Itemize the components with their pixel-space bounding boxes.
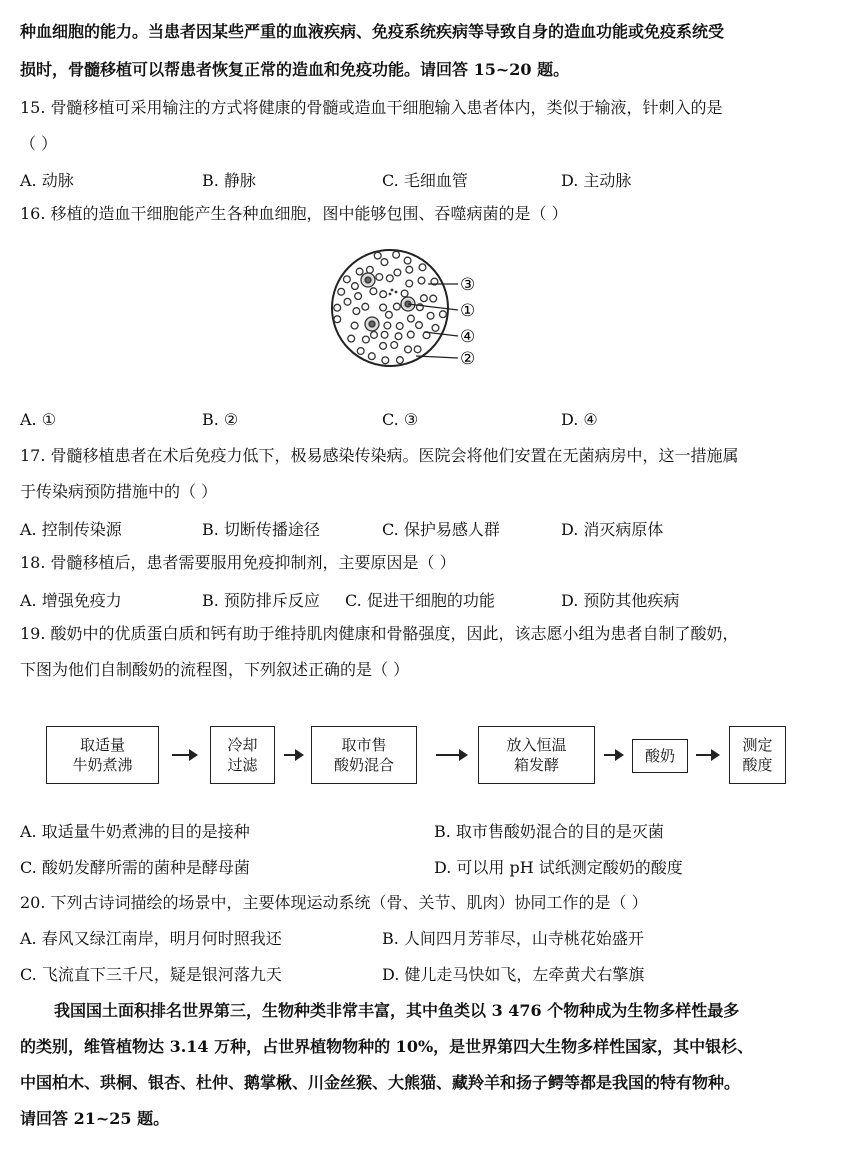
red-blood-cell: [374, 252, 381, 259]
q15-option-d[interactable]: D. 主动脉: [561, 171, 632, 190]
flow-arrow-4: [604, 754, 622, 756]
label-3: ③: [460, 275, 476, 295]
q15-option-a[interactable]: A. 动脉: [20, 171, 74, 190]
q20-option-b[interactable]: B. 人间四月芳菲尽，山寺桃花始盛开: [382, 929, 644, 948]
red-blood-cell: [407, 331, 414, 338]
passage-line-4: 请回答 21~25 题。: [20, 1109, 170, 1128]
red-blood-cell: [401, 290, 408, 297]
q15-options: [20, 168, 829, 190]
red-blood-cell: [414, 346, 421, 353]
red-blood-cell: [356, 268, 363, 275]
q16-option-d[interactable]: D. ④: [561, 410, 598, 429]
red-blood-cell: [393, 251, 400, 258]
flow-arrow-5: [696, 754, 718, 756]
red-blood-cell: [393, 303, 400, 310]
red-blood-cell: [380, 343, 387, 350]
red-blood-cell: [391, 342, 398, 349]
flow-step-cool-filter: 冷却 过滤: [210, 726, 275, 784]
red-blood-cell: [380, 291, 387, 298]
red-blood-cell: [430, 295, 437, 302]
flow-step-mix-yogurt: 取市售 酸奶混合: [311, 726, 417, 784]
q15-option-b[interactable]: B. 静脉: [202, 171, 256, 190]
q20-option-c[interactable]: C. 飞流直下三千尺，疑是银河落九天: [20, 965, 282, 984]
q18-option-b[interactable]: B. 预防排斥反应: [202, 591, 320, 610]
red-blood-cell: [370, 288, 377, 295]
red-blood-cell: [406, 280, 413, 287]
red-blood-cell: [344, 298, 351, 305]
q17-option-d[interactable]: D. 消灭病原体: [561, 520, 664, 539]
q18-stem: 18. 骨髓移植后，患者需要服用免疫抑制剂，主要原因是（ ）: [20, 553, 456, 572]
red-blood-cell: [357, 348, 364, 355]
label-4: ④: [460, 327, 476, 347]
red-blood-cell: [355, 293, 362, 300]
red-blood-cell: [406, 266, 413, 273]
red-blood-cell: [381, 331, 388, 338]
red-blood-cell: [367, 266, 374, 273]
red-blood-cell: [432, 325, 439, 332]
red-blood-cell: [405, 346, 412, 353]
blood-cell-figure: [320, 240, 500, 380]
flow-arrow-3: [436, 754, 466, 756]
flow-step-boil-milk: 取适量 牛奶煮沸: [46, 726, 159, 784]
red-blood-cell: [386, 311, 393, 318]
q16-stem: 16. 移植的造血干细胞能产生各种血细胞，图中能够包围、吞噬病菌的是（ ）: [20, 204, 568, 223]
red-blood-cell: [440, 311, 447, 318]
q17-option-b[interactable]: B. 切断传播途径: [202, 520, 320, 539]
label-1: ①: [460, 301, 476, 321]
q17-stem-1: 17. 骨髓移植患者在术后免疫力低下，极易感染传染病。医院会将他们安置在无菌病房中，这一措施属: [20, 446, 739, 465]
red-blood-cell: [397, 357, 404, 364]
red-blood-cell: [394, 269, 401, 276]
q19-option-d[interactable]: D. 可以用 pH 试纸测定酸奶的酸度: [434, 858, 683, 877]
q18-option-d[interactable]: D. 预防其他疾病: [561, 591, 680, 610]
red-blood-cell: [427, 312, 434, 319]
red-blood-cell: [371, 332, 378, 339]
passage-line-3: 中国柏木、珙桐、银杏、杜仲、鹅掌楸、川金丝猴、大熊猫、藏羚羊和扬子鳄等都是我国的特有物种。: [20, 1073, 741, 1092]
q20-stem: 20. 下列古诗词描绘的场景中，主要体现运动系统（骨、关节、肌肉）协同工作的是（ ）: [20, 893, 648, 912]
flow-step-yogurt: 酸奶: [632, 739, 688, 773]
red-blood-cell: [363, 336, 370, 343]
intro-line-2: 损时，骨髓移植可以帮患者恢复正常的造血和免疫功能。请回答 15~20 题。: [20, 60, 570, 79]
red-blood-cell: [376, 274, 383, 281]
q17-options: [20, 517, 829, 539]
red-blood-cell: [334, 316, 341, 323]
red-blood-cell: [351, 322, 358, 329]
red-blood-cell: [353, 308, 360, 315]
red-blood-cell: [362, 303, 369, 310]
red-blood-cell: [344, 276, 351, 283]
red-blood-cell: [380, 304, 387, 311]
q17-option-a[interactable]: A. 控制传染源: [20, 520, 122, 539]
label-2: ②: [460, 349, 476, 369]
red-blood-cell: [384, 322, 391, 329]
flow-step-measure-acidity: 测定 酸度: [729, 726, 786, 784]
q19-option-b[interactable]: B. 取市售酸奶混合的目的是灭菌: [434, 822, 664, 841]
red-blood-cell: [421, 295, 428, 302]
q20-option-a[interactable]: A. 春风又绿江南岸，明月何时照我还: [20, 929, 282, 948]
flow-arrow-1: [172, 754, 196, 756]
red-blood-cell: [368, 353, 375, 360]
q17-option-c[interactable]: C. 保护易感人群: [382, 520, 500, 539]
q15-stem-1: 15. 骨髓移植可采用输注的方式将健康的骨髓或造血干细胞输入患者体内，类似于输液，针刺入的是: [20, 98, 723, 117]
q16-option-c[interactable]: C. ③: [382, 410, 419, 429]
passage-line-2: 的类别，维管植物达 3.14 万种，占世界植物物种的 10%，是世界第四大生物多样性国家，其中银杉、: [20, 1037, 754, 1056]
red-blood-cell: [386, 275, 393, 282]
q18-option-c[interactable]: C. 促进干细胞的功能: [345, 591, 495, 610]
q19-option-c[interactable]: C. 酸奶发酵所需的菌种是酵母菌: [20, 858, 250, 877]
flow-step-ferment: 放入恒温 箱发酵: [478, 726, 595, 784]
red-blood-cell: [382, 357, 389, 364]
q16-option-a[interactable]: A. ①: [20, 410, 57, 429]
red-blood-cell: [408, 315, 415, 322]
red-blood-cell: [338, 288, 345, 295]
q16-option-b[interactable]: B. ②: [202, 410, 239, 429]
q19-stem-2: 下图为他们自制酸奶的流程图，下列叙述正确的是（ ）: [20, 660, 410, 679]
red-blood-cell: [348, 335, 355, 342]
q15-option-c[interactable]: C. 毛细血管: [382, 171, 468, 190]
red-blood-cell: [416, 322, 423, 329]
q19-option-a[interactable]: A. 取适量牛奶煮沸的目的是接种: [20, 822, 250, 841]
q18-option-a[interactable]: A. 增强免疫力: [20, 591, 122, 610]
red-blood-cell: [352, 283, 359, 290]
red-blood-cell: [418, 277, 425, 284]
red-blood-cell: [396, 323, 403, 330]
q19-stem-1: 19. 酸奶中的优质蛋白质和钙有助于维持肌肉健康和骨骼强度，因此，该志愿小组为患者自制了酸奶，: [20, 624, 739, 643]
q15-stem-2: （ ）: [20, 134, 58, 153]
q16-options: [20, 410, 829, 432]
q18-options: [20, 588, 829, 610]
red-blood-cell: [419, 264, 426, 271]
red-blood-cell: [334, 304, 341, 311]
q20-option-d[interactable]: D. 健儿走马快如飞，左牵黄犬右擎旗: [382, 965, 645, 984]
red-blood-cell: [395, 333, 402, 340]
flow-arrow-2: [284, 754, 302, 756]
blood-smear-circle: [332, 250, 448, 366]
intro-line-1: 种血细胞的能力。当患者因某些严重的血液疾病、免疫系统疾病等导致自身的造血功能或免疫系统受: [20, 22, 725, 41]
q17-stem-2: 于传染病预防措施中的（ ）: [20, 482, 218, 501]
passage-line-1: 我国国土面积排名世界第三，生物种类非常丰富，其中鱼类以 3 476 个物种成为生物多样性最多: [54, 1001, 740, 1020]
red-blood-cell: [381, 259, 388, 266]
red-blood-cell: [404, 257, 411, 264]
